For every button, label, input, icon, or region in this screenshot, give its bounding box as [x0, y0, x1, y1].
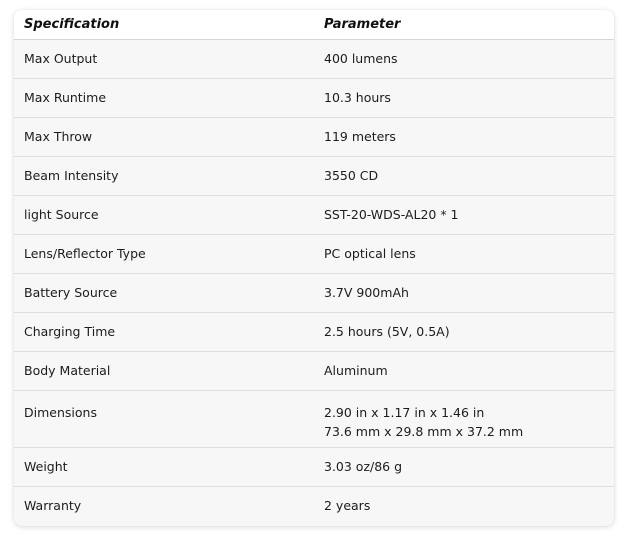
table-row	[14, 39, 614, 78]
table-row	[14, 390, 614, 447]
spec-cell	[14, 390, 314, 447]
param-value: SST-20-WDS-AL20 * 1	[324, 207, 459, 222]
table-row	[14, 273, 614, 312]
table-row	[14, 447, 614, 486]
param-value: 3550 CD	[324, 168, 379, 183]
spec-label: Dimensions	[24, 404, 97, 420]
param-cell	[314, 156, 614, 195]
table-row	[14, 234, 614, 273]
param-cell	[314, 351, 614, 390]
spec-cell: Lens/Reflector Type	[14, 234, 314, 273]
table-header-row	[14, 10, 614, 39]
table-row	[14, 351, 614, 390]
param-value: PC optical lens	[324, 246, 416, 261]
table-row	[14, 312, 614, 351]
param-value: 2.90 in x 1.17 in x 1.46 in	[324, 404, 485, 420]
param-cell	[314, 39, 614, 78]
param-cell	[314, 78, 614, 117]
param-cell	[314, 447, 614, 486]
spec-cell: Warranty	[24, 498, 82, 514]
spec-cell: Beam Intensity	[14, 156, 314, 195]
param-value: 2 years	[324, 498, 371, 514]
param-value: Aluminum	[324, 363, 388, 378]
param-value: 10.3 hours	[324, 90, 391, 105]
spec-cell: Charging Time	[14, 312, 314, 351]
param-value: 2.5 hours (5V, 0.5A)	[324, 324, 450, 339]
param-cell	[314, 486, 614, 525]
param-cell	[314, 195, 614, 234]
spec-cell: Max Output	[14, 39, 314, 78]
spec-cell: Body Material	[14, 351, 314, 390]
header-specification: Specification	[14, 10, 314, 39]
param-value: 3.03 oz/86 g	[324, 459, 403, 474]
spec-cell: light Source	[14, 195, 314, 234]
spec-cell: Weight	[14, 447, 314, 486]
param-value: 400 lumens	[324, 51, 398, 66]
spec-cell: Max Runtime	[14, 78, 314, 117]
table-row	[14, 117, 614, 156]
param-cell	[314, 312, 614, 351]
table-row	[14, 195, 614, 234]
param-value: 73.6 mm x 29.8 mm x 37.2 mm	[324, 423, 524, 439]
table-row	[14, 156, 614, 195]
header-parameter: Parameter	[314, 10, 614, 39]
spec-cell: Battery Source	[14, 273, 314, 312]
param-cell	[314, 390, 614, 447]
table-row	[14, 486, 614, 525]
spec-cell: Max Throw	[14, 117, 314, 156]
spec-table-card	[14, 10, 614, 526]
param-cell	[314, 117, 614, 156]
param-value: 119 meters	[324, 129, 396, 144]
param-cell	[314, 234, 614, 273]
spec-table	[14, 10, 614, 525]
param-cell	[314, 273, 614, 312]
param-value: 3.7V 900mAh	[324, 285, 409, 300]
table-row	[14, 78, 614, 117]
